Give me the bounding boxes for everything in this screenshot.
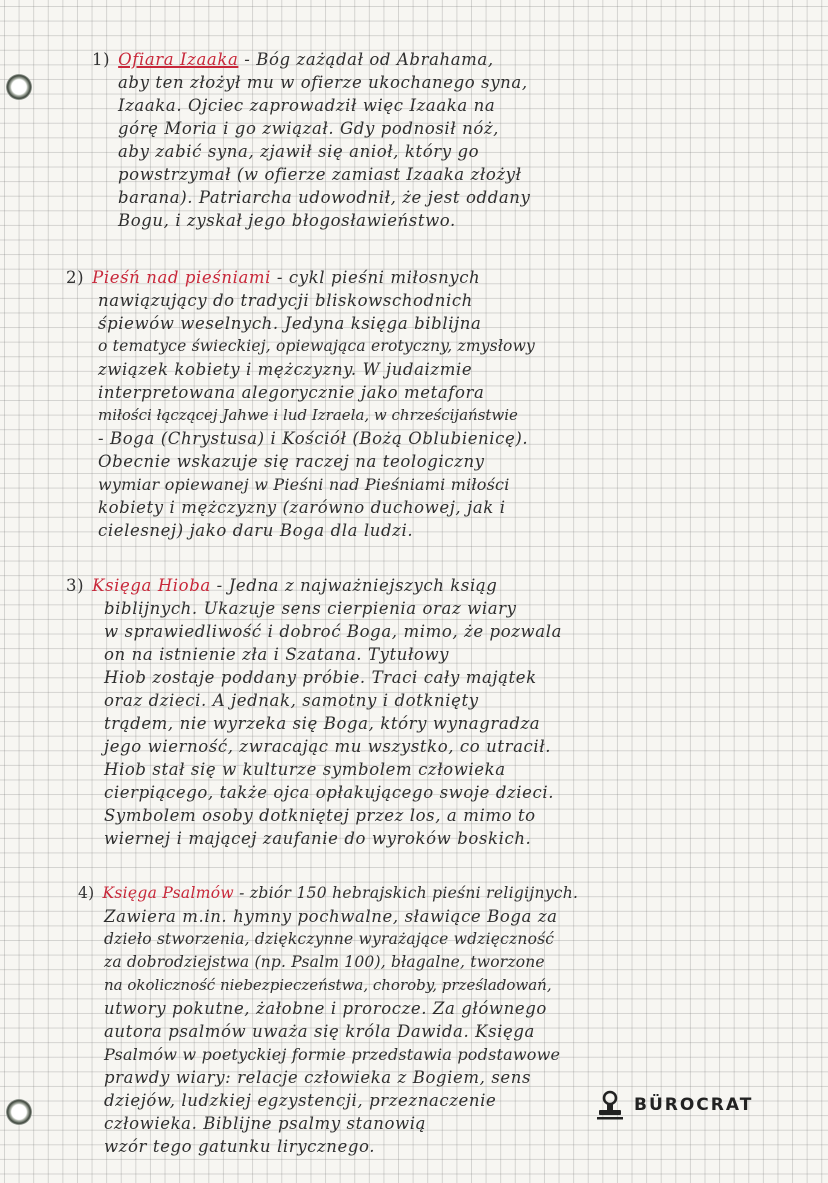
section-line: śpiewów weselnych. Jedyna księga biblijna [98, 314, 482, 333]
section-line: Zawiera m.in. hymny pochwalne, sławiące Boga za [104, 907, 558, 926]
section-number: 3) [66, 576, 85, 595]
binder-hole-bottom [6, 1099, 32, 1125]
section-line: dzieło stworzenia, dziękczynne wyrażające wdzięczność [104, 930, 555, 948]
section-heading: Ofiara Izaaka [118, 50, 239, 69]
section-line: - Boga (Chrystusa) i Kościół (Bożą Oblubienicę). [98, 429, 529, 448]
section-line: dziejów, ludzkiej egzystencji, przeznaczenie [104, 1091, 497, 1110]
section-line: - Jedna z najważniejszych ksiąg [210, 576, 498, 595]
section-line: człowieka. Biblijne psalmy stanowią [104, 1114, 427, 1133]
binder-hole-top [6, 74, 32, 100]
section-line: na okoliczność niebezpieczeństwa, choroby, prześladowań, [104, 976, 552, 994]
section-line: wiernej i mającej zaufanie do wyroków boskich. [104, 829, 532, 848]
section-line: autora psalmów uważa się króla Dawida. Księga [104, 1022, 535, 1041]
section-line: interpretowana alegorycznie jako metafora [98, 383, 485, 402]
section-line: Bogu, i zyskał jego błogosławieństwo. [118, 211, 456, 230]
section-line: wzór tego gatunku lirycznego. [104, 1137, 376, 1156]
section-line: cierpiącego, także ojca opłakującego swoje dzieci. [104, 783, 555, 802]
section-heading: Księga Hioba [92, 576, 211, 595]
section-line: kobiety i mężczyzny (zarówno duchowej, jak i [98, 498, 506, 517]
section-line: cielesnej) jako daru Boga dla ludzi. [98, 521, 414, 540]
section-line: wymiar opiewanej w Pieśni nad Pieśniami miłości [98, 475, 510, 494]
section-line: Izaaka. Ojciec zaprowadził więc Izaaka na [118, 96, 496, 115]
logo-text: BÜROCRAT [634, 1095, 754, 1115]
section-line: Hiob zostaje poddany próbie. Traci cały majątek [104, 668, 537, 687]
section-line: prawdy wiary: relacje człowieka z Bogiem, sens [104, 1068, 532, 1087]
section-line: jego wierność, zwracając mu wszystko, co utracił. [104, 737, 552, 756]
section-heading: Pieśń nad pieśniami [92, 268, 272, 287]
section-line: on na istnienie zła i Szatana. Tytułowy [104, 645, 450, 664]
section-line: miłości łączącej Jahwe i lud Izraela, w chrześcijaństwie [98, 406, 518, 424]
section-line: - cykl pieśni miłosnych [271, 268, 481, 287]
section-line: utwory pokutne, żałobne i prorocze. Za głównego [104, 999, 547, 1018]
section-line: - Bóg zażądał od Abrahama, [238, 50, 494, 69]
section-heading: Księga Psalmów [102, 884, 234, 902]
burocrat-logo [596, 1090, 753, 1120]
section-number: 4) [78, 884, 95, 902]
section-line: o tematyce świeckiej, opiewająca erotyczny, zmysłowy [98, 337, 536, 355]
section-line: oraz dzieci. A jednak, samotny i dotknięty [104, 691, 479, 710]
section-line: Symbolem osoby dotkniętej przez los, a mimo to [104, 806, 536, 825]
section-number: 2) [66, 268, 85, 287]
section-line: związek kobiety i mężczyzny. W judaizmie [98, 360, 473, 379]
section-line: górę Moria i go związał. Gdy podnosił nóż, [118, 119, 499, 138]
section-line: Hiob stał się w kulturze symbolem człowieka [104, 760, 506, 779]
section-line: biblijnych. Ukazuje sens cierpienia oraz wiary [104, 599, 517, 618]
section-line: aby ten złożył mu w ofierze ukochanego syna, [118, 73, 528, 92]
section-line: barana). Patriarcha udowodnił, że jest oddany [118, 188, 531, 207]
section-line: za dobrodziejstwa (np. Psalm 100), błagalne, tworzone [104, 953, 545, 971]
stamp-icon [596, 1090, 624, 1120]
section-line: - zbiór 150 hebrajskich pieśni religijnych. [233, 884, 579, 902]
section-line: trądem, nie wyrzeka się Boga, który wynagradza [104, 714, 541, 733]
section-line: nawiązujący do tradycji bliskowschodnich [98, 291, 473, 310]
section-line: w sprawiedliwość i dobroć Boga, mimo, że pozwala [104, 622, 563, 641]
section-number: 1) [92, 50, 111, 69]
section-line: powstrzymał (w ofierze zamiast Izaaka złożył [118, 165, 522, 184]
section-line: Psalmów w poetyckiej formie przedstawia podstawowe [104, 1045, 561, 1064]
section-line: Obecnie wskazuje się raczej na teologiczny [98, 452, 485, 471]
section-line: aby zabić syna, zjawił się anioł, który go [118, 142, 480, 161]
